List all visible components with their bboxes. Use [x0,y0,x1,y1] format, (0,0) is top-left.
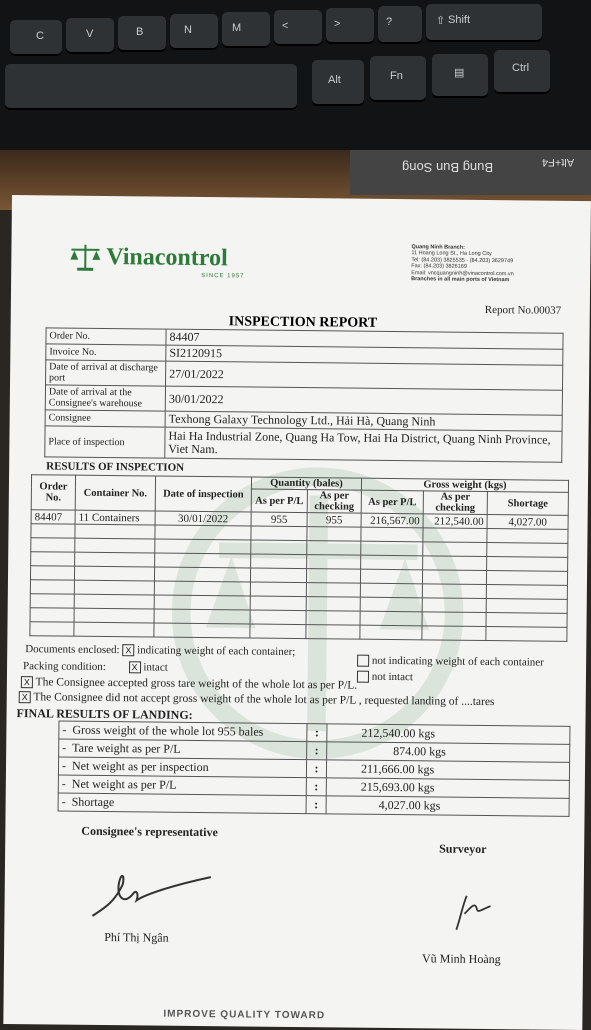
final-unit: kgs [417,762,434,776]
key-space [5,64,297,108]
cell: 84407 [31,510,75,524]
surveyor-name: Vũ Minh Hoàng [422,951,501,967]
final-value: 215,693.00 [361,780,415,795]
branch-line: Tel: (84.203) 3825535 - (84.203) 3629749 [411,257,514,264]
report-number: Report No.00037 [485,304,562,317]
info-value: 27/01/2022 [166,361,563,390]
checkbox-indicating-weight: X [122,645,134,657]
dash: - [62,777,66,791]
checkbox-not-accepted: X [19,691,31,703]
cell: 30/01/2022 [155,511,251,526]
packing-label: Packing condition: [23,660,106,673]
vinacontrol-logo-icon [68,242,102,272]
report-title: INSPECTION REPORT [229,314,378,332]
colon: : [307,742,327,760]
footer-slogan: IMPROVE QUALITY TOWARD [163,1009,325,1022]
final-value: 4,027.00 [379,798,421,812]
branch-info [411,244,514,284]
option-not-intact: not intact [372,671,413,683]
key-comma: < [274,10,322,44]
surveyor-title: Surveyor [439,842,486,857]
info-value: Texhong Galaxy Technology Ltd., Hải Hà, Quang Ninh [165,411,562,431]
info-value: 84407 [166,329,563,349]
col-gross-group: Gross weight (kgs) [361,478,568,492]
dash: - [62,723,66,737]
accept-text-2: The Consignee did not accept gross weight of the whole lot as per P/L , requested landing of ....tares [33,691,494,708]
colon: : [306,778,326,796]
inspection-report-paper [3,195,591,1030]
info-value: Hai Ha Industrial Zone, Quang Ha Tow, Hai Ha District, Quang Ninh Province, Viet Nam. [165,427,562,462]
keyboard-background [0,0,591,150]
option-indicating-weight: indicating weight of each container; [137,644,295,658]
not-intact-row [357,671,413,684]
colon: : [307,724,327,742]
book-right-text: Alt+F4 [542,156,574,168]
branch-line: Branches in all main ports of Vietnam [411,276,514,283]
packing-row [23,660,168,674]
colon: : [306,760,326,778]
info-value: 30/01/2022 [165,386,562,415]
documents-enclosed-row [25,643,295,658]
final-value: 211,666.00 [361,762,415,777]
key-menu: ▤ [432,54,488,96]
info-label: Order No. [46,328,166,345]
final-label: Net weight as per inspection [72,759,209,774]
surveyor-signature-image [444,888,505,939]
key-shift: ⇧ Shift [426,4,542,40]
key-ctrl: Ctrl [494,50,550,92]
key-n: N [170,14,218,48]
results-table [29,474,569,642]
info-label: Consignee [45,410,165,427]
key-c: C [10,20,62,54]
final-unit: kgs [424,798,441,812]
info-table [44,327,563,462]
branch-line: Quang Ninh Branch: [411,244,514,251]
key-slash: ? [378,6,422,42]
cell: 11 Containers [75,510,155,525]
branch-line: Fax: (84.203) 3826169 [411,263,514,270]
final-label: Tare weight as per P/L [72,741,181,756]
col-order-no: Order No. [31,475,75,510]
dash: - [62,759,66,773]
col-qty-check: As per checking [307,490,361,514]
key-v: V [66,18,114,52]
dash: - [62,795,66,809]
final-value-cell [326,796,569,817]
consignee-representative-title: Consignee's representative [81,824,218,840]
cell: 955 [251,512,307,527]
dash: - [62,741,66,755]
key-m: M [222,12,270,46]
key-b: B [118,16,166,50]
info-value: SI2120915 [166,345,563,365]
key-alt: Alt [312,60,364,104]
col-gross-check: As per checking [423,491,487,515]
final-unit: kgs [429,744,446,758]
final-label: Gross weight of the whole lot 955 bales [72,723,263,739]
checkbox-not-intact [357,671,369,683]
key-fn: Fn [370,56,426,100]
info-label: Date of arrival at the Consignee's warehouse [45,385,165,411]
col-gross-pl: As per P/L [361,490,423,514]
option-intact: intact [143,661,168,673]
colon: : [306,796,326,814]
checkbox-intact: X [129,662,141,674]
branch-line: 11 Hoang Long St., Ha Long City [411,251,514,258]
final-label-cell [58,793,306,814]
final-value: 874.00 [393,744,426,758]
accept-row-1 [21,676,357,692]
final-heading: FINAL RESULTS OF LANDING: [16,706,192,723]
final-unit: kgs [418,780,435,794]
results-heading: RESULTS OF INSPECTION [46,460,184,473]
vinacontrol-logo-text: Vinacontrol [106,244,228,272]
cell: 212,540.00 [423,514,487,529]
col-date: Date of inspection [155,476,251,512]
cell: 4,027.00 [487,514,568,529]
final-results-table [58,721,571,817]
checkbox-accepted: X [21,676,33,688]
key-period: > [326,8,374,42]
option-not-indicating-weight: not indicating weight of each container [372,655,544,669]
col-container: Container No. [75,475,155,511]
book-title: Bung Bun Song [402,160,493,175]
final-unit: kgs [418,726,435,740]
documents-enclosed-label: Documents enclosed: [25,643,120,656]
table-row [45,426,562,462]
info-label: Place of inspection [45,426,165,458]
consignee-name: Phí Thị Ngân [104,930,169,946]
final-label: Shortage [72,795,115,809]
branch-line: Email: vncquangninh@vinacontrol.com.vn [411,270,514,277]
col-qty-pl: As per P/L [251,489,307,513]
documents-not-indicating-row [357,655,544,669]
accept-text-1: The Consignee accepted gross tare weight of the whole lot as per P/L. [36,676,358,691]
col-quantity-group: Quantity (bales) [251,477,361,490]
cell: 955 [307,513,361,528]
final-value: 212,540.00 [361,726,415,741]
checkbox-not-indicating-weight [357,655,369,667]
col-shortage: Shortage [487,491,568,515]
final-label: Net weight as per P/L [72,777,177,792]
since-text: SINCE 1957 [201,273,244,279]
consignee-signature-image [84,864,215,925]
cell: 216,567.00 [361,513,423,528]
info-label: Date of arrival at discharge port [46,360,166,386]
info-label: Invoice No. [46,344,166,361]
book-behind [350,150,591,195]
